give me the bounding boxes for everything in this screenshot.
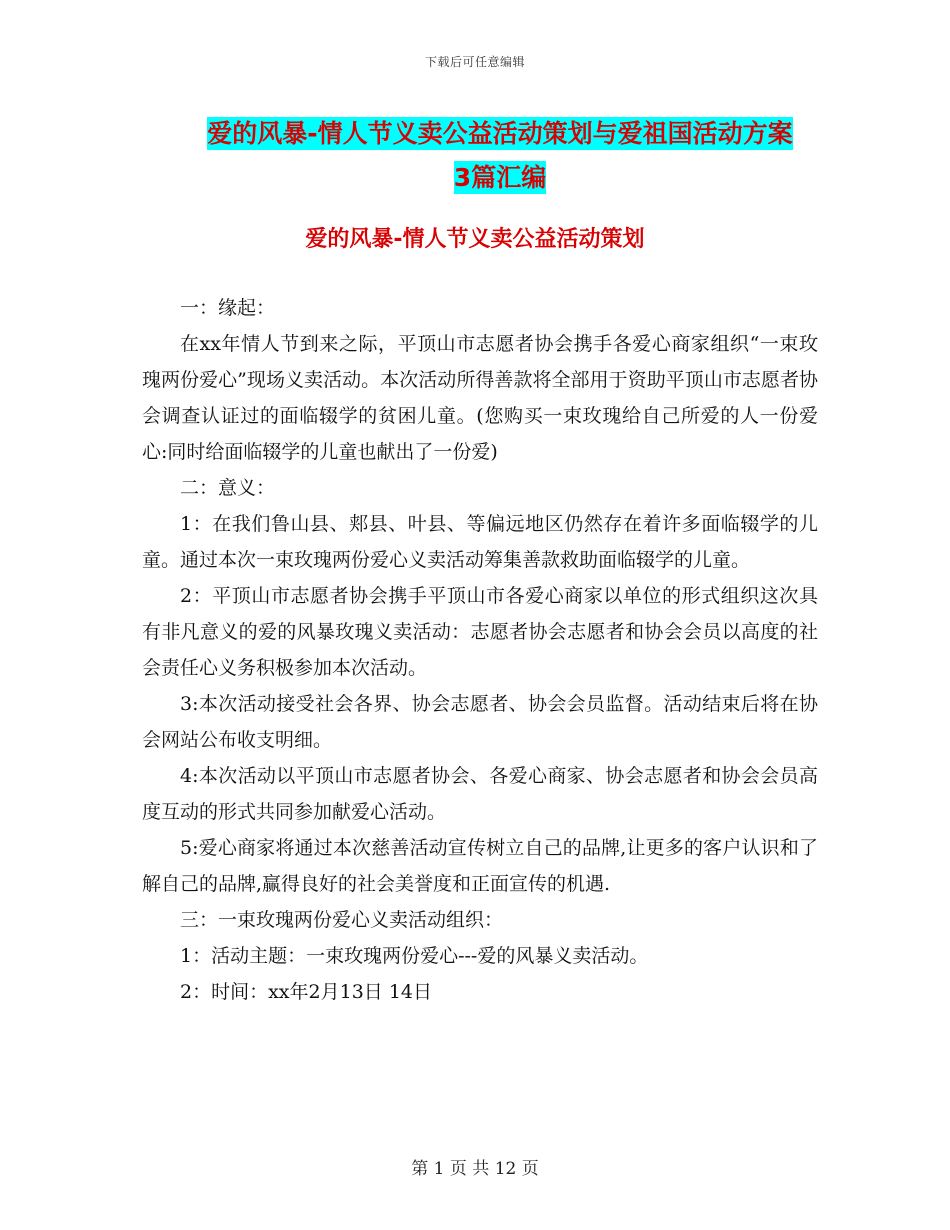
body-text [142,290,818,1010]
paragraph: 2：时间：xx年2月13日 14日 [180,981,433,1003]
paragraph: 二：意义： [180,477,276,499]
paragraph: 在xx年情人节到来之际，平顶山市志愿者协会携手各爱心商家组织“一束玫瑰两份爱心”现场义卖活动。本次活动所得善款将全部用于资助平顶山市志愿者协会调查认证过的面临辍学的贫困儿童。(您购买一束玫瑰给自己所爱的人一份爱心:同时给面临辍学的儿童也献出了一份爱) [142,333,818,463]
document-title [150,112,850,200]
page-number: 第 1 页 共 12 页 [411,1159,539,1179]
paragraph: 三：一束玫瑰两份爱心义卖活动组织： [180,909,504,931]
paragraph: 4:本次活动以平顶山市志愿者协会、各爱心商家、协会志愿者和协会会员高度互动的形式共同参加献爱心活动。 [142,765,818,823]
paragraph: 3:本次活动接受社会各界、协会志愿者、协会会员监督。活动结束后将在协会网站公布收支明细。 [142,693,818,751]
title-line-1: 爱的风暴-情人节义卖公益活动策划与爱祖国活动方案 [207,119,793,148]
paragraph: 1：在我们鲁山县、郏县、叶县、等偏远地区仍然存在着许多面临辍学的儿童。通过本次一束玫瑰两份爱心义卖活动筹集善款救助面临辍学的儿童。 [142,513,818,571]
title-line-2: 3篇汇编 [453,163,547,192]
paragraph: 2：平顶山市志愿者协会携手平顶山市各爱心商家以单位的形式组织这次具有非凡意义的爱的风暴玫瑰义卖活动：志愿者协会志愿者和协会会员以高度的社会责任心义务积极参加本次活动。 [142,585,818,679]
paragraph: 一：缘起： [180,297,276,319]
section-title: 爱的风暴-情人节义卖公益活动策划 [305,227,645,252]
header-note: 下载后可任意编辑 [424,55,525,69]
paragraph: 5:爱心商家将通过本次慈善活动宣传树立自己的品牌,让更多的客户认识和了解自己的品牌,赢得良好的社会美誉度和正面宣传的机遇. [142,837,818,895]
paragraph: 1：活动主题：一束玫瑰两份爱心---爱的风暴义卖活动。 [180,945,649,967]
